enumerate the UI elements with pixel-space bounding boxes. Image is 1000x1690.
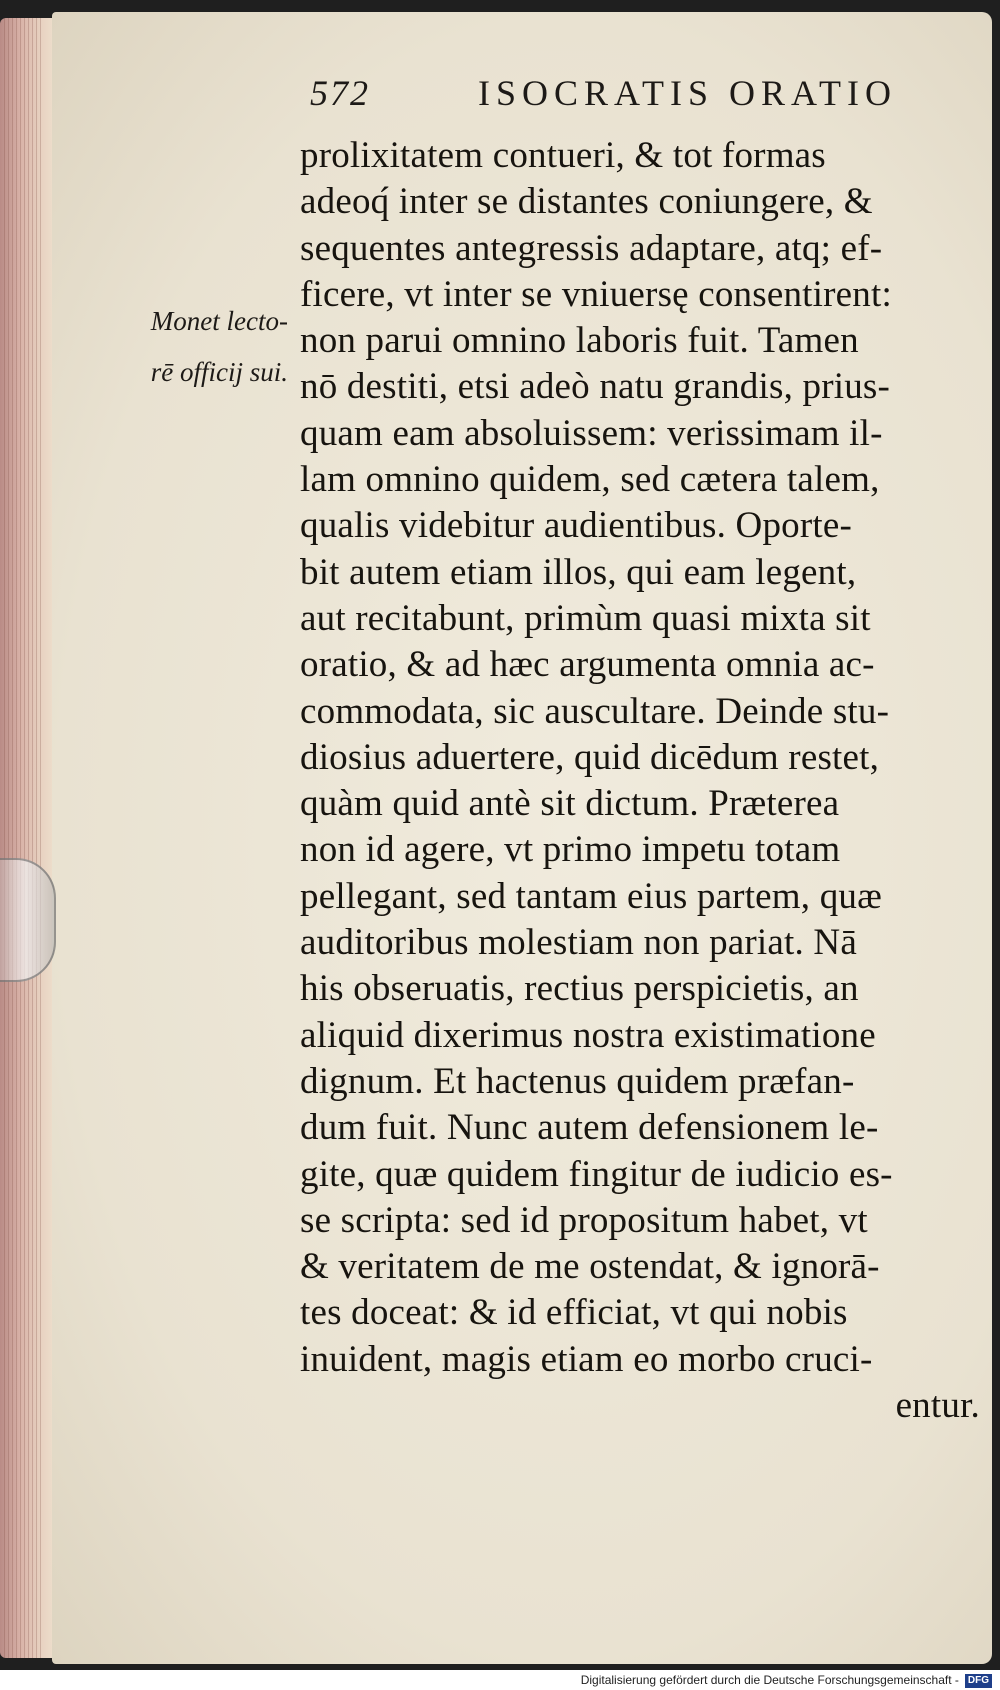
text-line: lam omnino quidem, sed cætera talem,	[300, 459, 880, 501]
text-line-final: entur.	[895, 1385, 980, 1427]
dfg-logo: DFG	[965, 1674, 992, 1688]
text-line: inuident, magis etiam eo morbo cruci-	[300, 1338, 873, 1380]
text-line: ficere, vt inter se vniuersę consentirent:	[300, 273, 892, 315]
text-line: non id agere, vt primo impetu totam	[300, 829, 841, 871]
running-title: ISOCRATIS ORATIO	[478, 73, 898, 113]
text-line: non parui omnino laboris fuit. Tamen	[300, 320, 859, 362]
page-number: 572	[310, 73, 370, 113]
text-line: his obseruatis, rectius perspicietis, an	[300, 968, 859, 1010]
text-line: qualis videbitur audientibus. Oporte-	[300, 505, 853, 547]
text-line: aliquid dixerimus nostra existimatione	[300, 1014, 876, 1056]
text-line: prolixitatem contueri, & tot formas	[300, 135, 826, 176]
text-line: pellegant, sed tantam eius partem, quæ	[300, 875, 882, 917]
text-line: adeoq́ inter se distantes coniungere, &	[300, 181, 873, 223]
text-line: se scripta: sed id propositum habet, vt	[300, 1199, 868, 1241]
text-line: quam eam absoluissem: verissimam il-	[300, 412, 883, 454]
text-line: dum fuit. Nunc autem defensionem le-	[300, 1107, 879, 1149]
marginal-note-line: rē officij sui.	[150, 357, 288, 387]
text-line: gite, quæ quidem fingitur de iudicio es-	[300, 1153, 893, 1195]
marginal-note-line: Monet lecto-	[150, 306, 288, 336]
digitization-credit	[0, 1670, 1000, 1690]
text-line: sequentes antegressis adaptare, atq; ef-	[300, 227, 883, 269]
text-line: nō destiti, etsi adeò natu grandis, prius-	[300, 366, 891, 408]
text-line: commodata, sic auscultare. Deinde stu-	[300, 690, 890, 732]
credit-text: Digitalisierung gefördert durch die Deutsche Forschungsgemeinschaft -	[580, 1673, 959, 1687]
page-clip	[0, 858, 56, 982]
running-head	[310, 72, 930, 122]
text-line: bit autem etiam illos, qui eam legent,	[300, 551, 857, 593]
text-line: quàm quid antè sit dictum. Præterea	[300, 783, 840, 825]
text-line: aut recitabunt, primùm quasi mixta sit	[300, 597, 871, 639]
book-page-edges	[0, 18, 60, 1658]
text-line: auditoribus molestiam non pariat. Nā	[300, 922, 857, 964]
text-line: dignum. Et hactenus quidem præfan-	[300, 1060, 855, 1102]
body-text	[300, 133, 980, 1429]
text-line: oratio, & ad hæc argumenta omnia ac-	[300, 644, 875, 686]
text-line: & veritatem de me ostendat, & ignorā-	[300, 1246, 880, 1288]
marginal-note	[118, 296, 288, 398]
text-line: tes doceat: & id efficiat, vt qui nobis	[300, 1292, 848, 1334]
text-line: diosius aduertere, quid dicēdum restet,	[300, 736, 880, 778]
